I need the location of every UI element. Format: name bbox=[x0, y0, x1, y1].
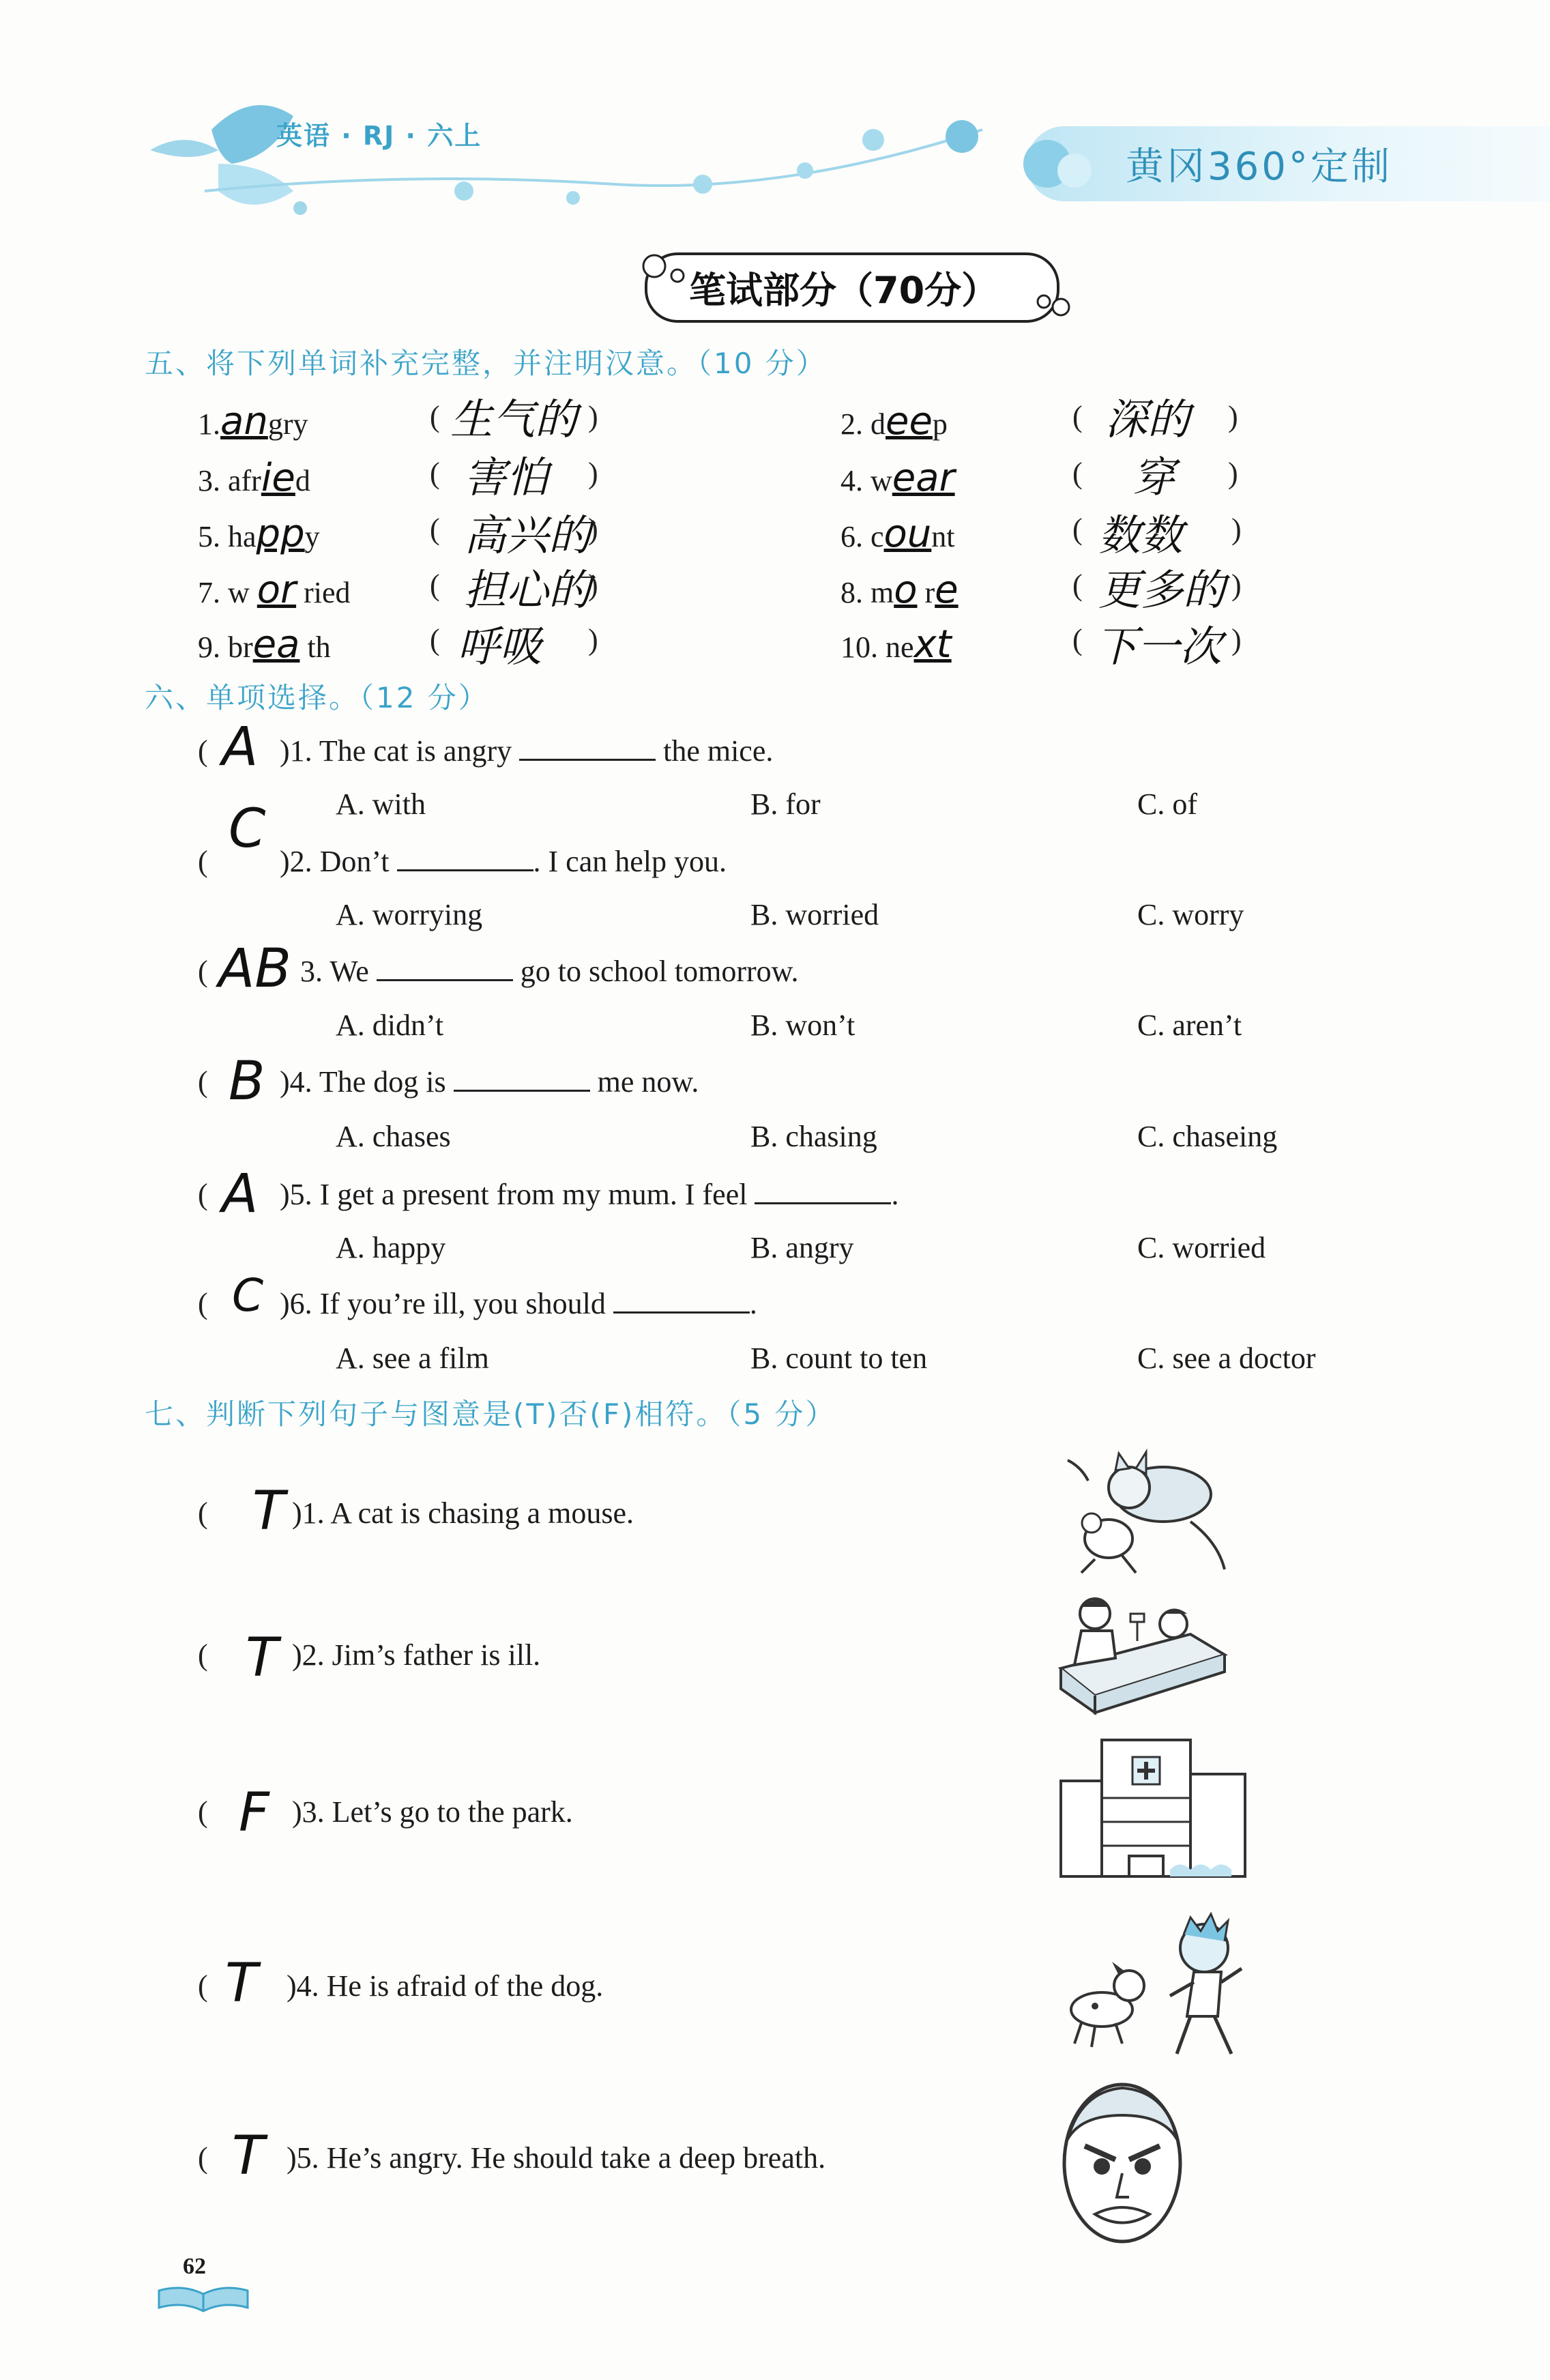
brand-title: 黄冈360°定制 bbox=[1126, 145, 1392, 189]
boy-running-from-dog-icon bbox=[1054, 1907, 1259, 2064]
word-item: 4. wear bbox=[840, 456, 955, 500]
handwritten-answer: C bbox=[229, 798, 266, 860]
handwritten-meaning: 深的 bbox=[1105, 394, 1190, 444]
option: B. won’t bbox=[750, 1008, 856, 1042]
question-text: )1. The cat is angry the mice. bbox=[280, 734, 774, 768]
word-item: 3. afried bbox=[198, 456, 310, 500]
handwritten-letters: ou bbox=[883, 512, 932, 556]
option: A. with bbox=[336, 787, 426, 821]
option: B. chasing bbox=[750, 1120, 877, 1153]
option: C. worried bbox=[1137, 1231, 1266, 1264]
page-title: 笔试部分（70分） bbox=[689, 269, 999, 312]
word-item: 2. deep bbox=[840, 399, 948, 444]
handwritten-meaning: 害怕 bbox=[464, 452, 549, 502]
handwritten-letters: or bbox=[257, 568, 297, 612]
handwritten-answer: T bbox=[246, 1627, 278, 1689]
option: A. chases bbox=[336, 1120, 451, 1153]
handwritten-letters: ea bbox=[252, 622, 300, 667]
statement-text: )4. He is afraid of the dog. bbox=[287, 1969, 604, 2003]
question-text: )5. I get a present from my mum. I feel . bbox=[280, 1178, 899, 1211]
book-icon bbox=[156, 2280, 251, 2314]
option: A. worrying bbox=[336, 898, 483, 931]
option: C. see a doctor bbox=[1137, 1341, 1316, 1375]
statement-text: )1. A cat is chasing a mouse. bbox=[292, 1496, 634, 1530]
section7-heading: 七、判断下列句子与图意是(T)否(F)相符。（5 分） bbox=[145, 1397, 836, 1431]
answer-blank bbox=[454, 1088, 590, 1092]
answer-blank bbox=[377, 978, 513, 981]
meaning-paren: ( bbox=[430, 400, 440, 433]
handwritten-letters: pp bbox=[256, 512, 305, 556]
handwritten-meaning: 高兴的 bbox=[464, 510, 591, 560]
handwritten-answer: AB bbox=[218, 938, 291, 1000]
word-item: 6. count bbox=[840, 512, 955, 556]
handwritten-answer: T bbox=[252, 1481, 285, 1542]
handwritten-letters: an bbox=[220, 399, 268, 444]
handwritten-answer: T bbox=[225, 1953, 258, 2014]
question-text: )6. If you’re ill, you should . bbox=[280, 1287, 757, 1320]
handwritten-meaning: 数数 bbox=[1098, 510, 1184, 560]
handwritten-letters: e bbox=[935, 568, 959, 612]
word-item: 5. happy bbox=[198, 512, 320, 556]
handwritten-answer: T bbox=[232, 2125, 265, 2187]
handwritten-letters: o bbox=[894, 568, 918, 612]
option: C. worry bbox=[1137, 898, 1244, 931]
handwritten-meaning: 穿 bbox=[1132, 452, 1175, 502]
book-meta: 英语 · RJ · 六上 bbox=[276, 121, 482, 151]
handwritten-meaning: 更多的 bbox=[1098, 565, 1226, 615]
handwritten-meaning: 生气的 bbox=[450, 394, 578, 444]
answer-blank bbox=[519, 757, 656, 761]
bubble-decoration-icon bbox=[1020, 133, 1102, 194]
handwritten-answer: A bbox=[222, 716, 259, 778]
handwritten-letters: ee bbox=[886, 399, 933, 444]
word-item: 10. next bbox=[840, 622, 952, 667]
word-item: 7. w or ried bbox=[198, 568, 351, 612]
question-text: )2. Don’t . I can help you. bbox=[280, 845, 727, 878]
handwritten-answer: A bbox=[222, 1163, 259, 1225]
option: A. see a film bbox=[336, 1341, 489, 1375]
section6-heading: 六、单项选择。（12 分） bbox=[145, 681, 489, 714]
word-item: 1.angry bbox=[198, 399, 308, 444]
option: B. for bbox=[750, 787, 821, 821]
option: B. count to ten bbox=[750, 1341, 928, 1375]
option: A. happy bbox=[336, 1231, 446, 1264]
question-text: 3. We go to school tomorrow. bbox=[300, 955, 799, 988]
handwritten-letters: xt bbox=[913, 622, 952, 667]
handwritten-letters: ie bbox=[261, 456, 295, 500]
answer-blank bbox=[755, 1201, 891, 1204]
word-item: 8. mo re bbox=[840, 568, 959, 612]
statement-text: )5. He’s angry. He should take a deep breath. bbox=[287, 2141, 826, 2175]
option: C. aren’t bbox=[1137, 1008, 1242, 1042]
answer-blank bbox=[397, 868, 533, 871]
statement-text: )3. Let’s go to the park. bbox=[292, 1795, 573, 1829]
cat-chasing-mouse-icon bbox=[1054, 1447, 1238, 1576]
handwritten-letters: ear bbox=[892, 456, 955, 500]
page-number: 62 bbox=[183, 2254, 206, 2279]
butterfly-decoration-icon bbox=[136, 89, 989, 218]
answer-blank bbox=[613, 1310, 750, 1314]
option: B. worried bbox=[750, 898, 879, 931]
hospital-icon bbox=[1054, 1733, 1259, 1883]
handwritten-meaning: 呼吸 bbox=[457, 622, 542, 671]
section5-heading: 五、将下列单词补充完整，并注明汉意。（10 分） bbox=[145, 347, 827, 380]
handwritten-answer: C bbox=[232, 1269, 264, 1322]
question-text: )4. The dog is me now. bbox=[280, 1065, 699, 1099]
option: B. angry bbox=[750, 1231, 854, 1264]
angry-face-icon bbox=[1054, 2078, 1190, 2248]
option: C. chaseing bbox=[1137, 1120, 1278, 1153]
word-item: 9. brea th bbox=[198, 622, 331, 667]
statement-text: )2. Jim’s father is ill. bbox=[292, 1638, 541, 1672]
handwritten-answer: F bbox=[239, 1782, 269, 1844]
man-in-bed-icon bbox=[1054, 1593, 1231, 1716]
handwritten-meaning: 下一次 bbox=[1095, 622, 1223, 671]
handwritten-meaning: 担心的 bbox=[464, 565, 591, 615]
handwritten-answer: B bbox=[229, 1051, 265, 1112]
option: C. of bbox=[1137, 787, 1197, 821]
option: A. didn’t bbox=[336, 1008, 444, 1042]
